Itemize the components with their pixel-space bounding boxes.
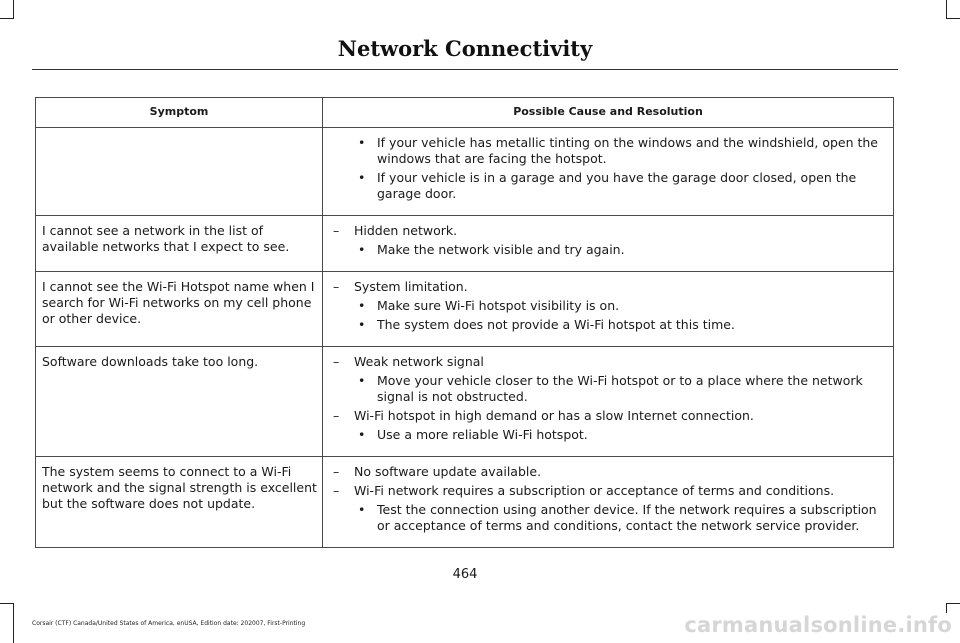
item-text: Make the network visible and try again.: [377, 242, 625, 257]
item-text: Wi-Fi hotspot in high demand or has a slow Internet connection.: [354, 408, 754, 423]
cause-item: [329, 279, 889, 295]
watermark-logo: carmanualsonline.info: [684, 613, 952, 637]
cause-item: [329, 464, 889, 480]
column-header-symptom: Symptom: [36, 98, 323, 128]
resolution-cell: [323, 457, 894, 548]
resolution-bullet: [329, 317, 889, 333]
symptom-cell: The system seems to connect to a Wi-Fi network and the signal strength is excellent but the software does not update.: [36, 457, 323, 548]
resolution-cell: [323, 272, 894, 347]
resolution-bullet: [329, 502, 889, 534]
item-text: Hidden network.: [354, 223, 458, 238]
bullet-marker: •: [358, 427, 366, 442]
resolution-bullet: [329, 427, 889, 443]
item-text: Weak network signal: [354, 354, 484, 369]
table-row: [36, 272, 894, 347]
symptom-cell: I cannot see the Wi-Fi Hotspot name when I search for Wi-Fi networks on my cell phone or other device.: [36, 272, 323, 347]
item-text: Test the connection using another device. If the network requires a subscription or acceptance of terms and conditions, contact the network service provider.: [377, 502, 877, 533]
title-divider: [32, 69, 898, 70]
bullet-marker: •: [358, 135, 366, 150]
column-header-cause-resolution: Possible Cause and Resolution: [323, 98, 894, 128]
dash-marker: –: [333, 223, 340, 238]
crop-mark-top-left-h: [0, 18, 14, 19]
item-text: System limitation.: [354, 279, 468, 294]
bullet-marker: •: [358, 170, 366, 185]
resolution-cell: [323, 347, 894, 457]
resolution-bullet: [329, 242, 889, 258]
dash-marker: –: [333, 354, 340, 369]
page-number: 464: [452, 567, 478, 582]
cause-item: [329, 408, 889, 424]
bullet-marker: •: [358, 502, 366, 517]
symptom-cell: Software downloads take too long.: [36, 347, 323, 457]
resolution-bullet: [329, 170, 889, 202]
dash-marker: –: [333, 464, 340, 479]
resolution-cell: [323, 216, 894, 272]
bullet-marker: •: [358, 317, 366, 332]
cause-item: [329, 483, 889, 499]
item-text: If your vehicle has metallic tinting on the windows and the windshield, open the windows that are facing the hotspot.: [377, 135, 879, 166]
page-title: Network Connectivity: [337, 36, 593, 61]
crop-mark-top-left-v: [13, 0, 14, 19]
dash-marker: –: [333, 279, 340, 294]
bullet-marker: •: [358, 298, 366, 313]
resolution-bullet: [329, 135, 889, 167]
crop-mark-bottom-left-h: [0, 603, 14, 604]
table-row: [36, 347, 894, 457]
table-row: [36, 216, 894, 272]
table-row: [36, 128, 894, 216]
item-text: No software update available.: [354, 464, 542, 479]
resolution-cell: [323, 128, 894, 216]
crop-mark-bottom-right-v: [946, 603, 947, 613]
crop-mark-top-right-v: [946, 0, 947, 19]
resolution-bullet: [329, 298, 889, 314]
bullet-marker: •: [358, 242, 366, 257]
table-header-row: [36, 98, 894, 128]
dash-marker: –: [333, 483, 340, 498]
edition-footer: Corsair (CTF) Canada/United States of America, enUSA, Edition date: 202007, First-Printing: [32, 620, 306, 627]
cause-item: [329, 223, 889, 239]
item-text: Use a more reliable Wi-Fi hotspot.: [377, 427, 588, 442]
symptom-cell: I cannot see a network in the list of available networks that I expect to see.: [36, 216, 323, 272]
resolution-bullet: [329, 373, 889, 405]
crop-mark-bottom-left-v: [13, 603, 14, 643]
cause-item: [329, 354, 889, 370]
dash-marker: –: [333, 408, 340, 423]
troubleshooting-table: [35, 97, 894, 548]
item-text: Wi-Fi network requires a subscription or acceptance of terms and conditions.: [354, 483, 835, 498]
symptom-cell: [36, 128, 323, 216]
table-row: [36, 457, 894, 548]
crop-mark-bottom-right-h: [946, 603, 960, 604]
item-text: Make sure Wi-Fi hotspot visibility is on.: [377, 298, 620, 313]
bullet-marker: •: [358, 373, 366, 388]
item-text: The system does not provide a Wi-Fi hotspot at this time.: [377, 317, 735, 332]
item-text: Move your vehicle closer to the Wi-Fi hotspot or to a place where the network signal is not obstructed.: [377, 373, 863, 404]
crop-mark-top-right-h: [946, 18, 960, 19]
item-text: If your vehicle is in a garage and you have the garage door closed, open the garage door.: [377, 170, 857, 201]
